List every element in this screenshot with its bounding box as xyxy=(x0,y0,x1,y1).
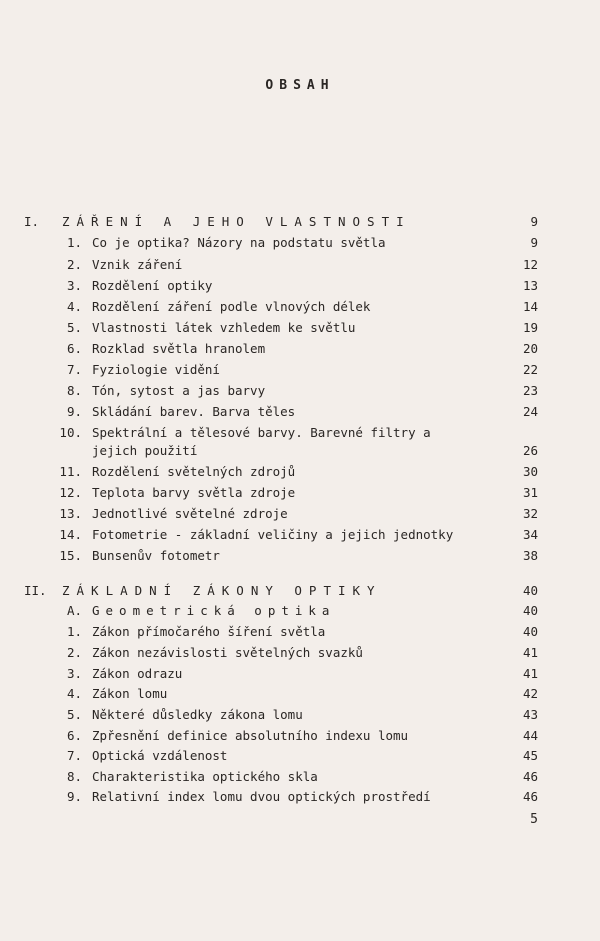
entry-page: 41 xyxy=(522,645,538,660)
entry-number: 9. xyxy=(66,789,82,804)
toc-entry xyxy=(0,622,600,642)
toc-entry xyxy=(0,483,600,503)
entry-label: Charakteristika optického skla xyxy=(92,769,318,784)
entry-page: 12 xyxy=(522,257,538,272)
entry-page: 38 xyxy=(522,548,538,563)
entry-label: Tón, sytost a jas barvy xyxy=(92,383,266,398)
entry-number: 8. xyxy=(66,769,82,784)
toc-entry xyxy=(0,787,600,807)
toc-entry xyxy=(0,233,600,253)
entry-label: Optická vzdálenost xyxy=(92,748,228,763)
page-title: OBSAH xyxy=(265,78,335,93)
toc-entry xyxy=(0,318,600,338)
entry-label: Relativní index lomu dvou optických prostředí xyxy=(92,789,431,804)
entry-number: 14. xyxy=(59,527,82,542)
entry-number: 5. xyxy=(66,320,82,335)
entry-label: Jednotlivé světelné zdroje xyxy=(92,506,288,521)
entry-label: Zákon nezávislosti světelných svazků xyxy=(92,645,363,660)
entry-number: 2. xyxy=(66,257,82,272)
section-title: Geometrická optika xyxy=(92,603,336,618)
entry-number: 8. xyxy=(66,383,82,398)
toc-entry xyxy=(0,360,600,380)
toc-entry xyxy=(0,504,600,524)
entry-page: 24 xyxy=(522,404,538,419)
page-number: 5 xyxy=(530,812,538,827)
entry-number: 6. xyxy=(66,341,82,356)
toc-entry xyxy=(0,441,600,461)
entry-number: 15. xyxy=(59,548,82,563)
chapter-number: I. xyxy=(24,214,40,229)
toc-entry xyxy=(0,705,600,725)
toc-entry xyxy=(0,462,600,482)
entry-number: 1. xyxy=(66,624,82,639)
entry-label: Zákon odrazu xyxy=(92,666,183,681)
entry-page: 22 xyxy=(522,362,538,377)
toc-entry xyxy=(0,643,600,663)
toc-entry xyxy=(0,276,600,296)
entry-label: Rozdělení optiky xyxy=(92,278,213,293)
entry-number: 10. xyxy=(59,425,82,440)
toc-entry xyxy=(0,339,600,359)
entry-number: 3. xyxy=(66,666,82,681)
entry-label: Vlastnosti látek vzhledem ke světlu xyxy=(92,320,356,335)
entry-page: 46 xyxy=(522,769,538,784)
entry-label: Zákon lomu xyxy=(92,686,168,701)
toc-entry xyxy=(0,402,600,422)
toc-entry xyxy=(0,684,600,704)
entry-number: 3. xyxy=(66,278,82,293)
entry-number: 1. xyxy=(66,235,82,250)
entry-label: Některé důsledky zákona lomu xyxy=(92,707,303,722)
entry-page: 42 xyxy=(522,686,538,701)
entry-page: 19 xyxy=(522,320,538,335)
entry-page: 40 xyxy=(522,624,538,639)
toc-entry xyxy=(0,525,600,545)
section-number: A. xyxy=(66,603,82,618)
entry-number: 7. xyxy=(66,748,82,763)
toc-entry xyxy=(0,726,600,746)
entry-label: Zákon přímočarého šíření světla xyxy=(92,624,326,639)
entry-page: 26 xyxy=(522,443,538,458)
entry-number: 13. xyxy=(59,506,82,521)
entry-page: 30 xyxy=(522,464,538,479)
chapter-heading xyxy=(0,212,600,232)
toc-entry xyxy=(0,664,600,684)
entry-page: 31 xyxy=(522,485,538,500)
toc-entry xyxy=(0,381,600,401)
entry-page: 43 xyxy=(522,707,538,722)
entry-label: Spektrální a tělesové barvy. Barevné filtry a xyxy=(92,425,431,440)
entry-label: Rozdělení záření podle vlnových délek xyxy=(92,299,371,314)
entry-page: 32 xyxy=(522,506,538,521)
entry-label: jejich použití xyxy=(92,443,198,458)
entry-page: 13 xyxy=(522,278,538,293)
entry-page: 20 xyxy=(522,341,538,356)
chapter-number: II. xyxy=(24,583,47,598)
entry-page: 23 xyxy=(522,383,538,398)
chapter-title: ZÁŘENÍ A JEHO VLASTNOSTI xyxy=(62,214,411,229)
entry-page: 41 xyxy=(522,666,538,681)
entry-number: 9. xyxy=(66,404,82,419)
entry-page: 34 xyxy=(522,527,538,542)
entry-number: 4. xyxy=(66,299,82,314)
toc-entry xyxy=(0,255,600,275)
entry-label: Co je optika? Názory na podstatu světla xyxy=(92,235,386,250)
entry-label: Rozdělení světelných zdrojů xyxy=(92,464,296,479)
entry-number: 2. xyxy=(66,645,82,660)
entry-label: Vznik záření xyxy=(92,257,183,272)
toc-entry xyxy=(0,546,600,566)
section-page: 40 xyxy=(522,603,538,618)
entry-page: 44 xyxy=(522,728,538,743)
chapter-page: 9 xyxy=(530,214,538,229)
entry-page: 46 xyxy=(522,789,538,804)
toc-entry xyxy=(0,746,600,766)
entry-label: Zpřesnění definice absolutního indexu lomu xyxy=(92,728,409,743)
entry-label: Fyziologie vidění xyxy=(92,362,220,377)
toc-entry xyxy=(0,767,600,787)
entry-number: 5. xyxy=(66,707,82,722)
entry-label: Skládání barev. Barva těles xyxy=(92,404,296,419)
chapter-heading xyxy=(0,581,600,601)
entry-number: 4. xyxy=(66,686,82,701)
entry-number: 7. xyxy=(66,362,82,377)
toc-entry xyxy=(0,297,600,317)
entry-page: 45 xyxy=(522,748,538,763)
toc-entry xyxy=(0,423,600,443)
chapter-title: ZÁKLADNÍ ZÁKONY OPTIKY xyxy=(62,583,382,598)
entry-label: Fotometrie - základní veličiny a jejich jednotky xyxy=(92,527,454,542)
chapter-page: 40 xyxy=(522,583,538,598)
entry-number: 11. xyxy=(59,464,82,479)
entry-label: Bunsenův fotometr xyxy=(92,548,220,563)
entry-page: 9 xyxy=(530,235,538,250)
entry-label: Rozklad světla hranolem xyxy=(92,341,266,356)
entry-label: Teplota barvy světla zdroje xyxy=(92,485,296,500)
entry-page: 14 xyxy=(522,299,538,314)
entry-number: 12. xyxy=(59,485,82,500)
section-heading xyxy=(0,601,600,621)
entry-number: 6. xyxy=(66,728,82,743)
